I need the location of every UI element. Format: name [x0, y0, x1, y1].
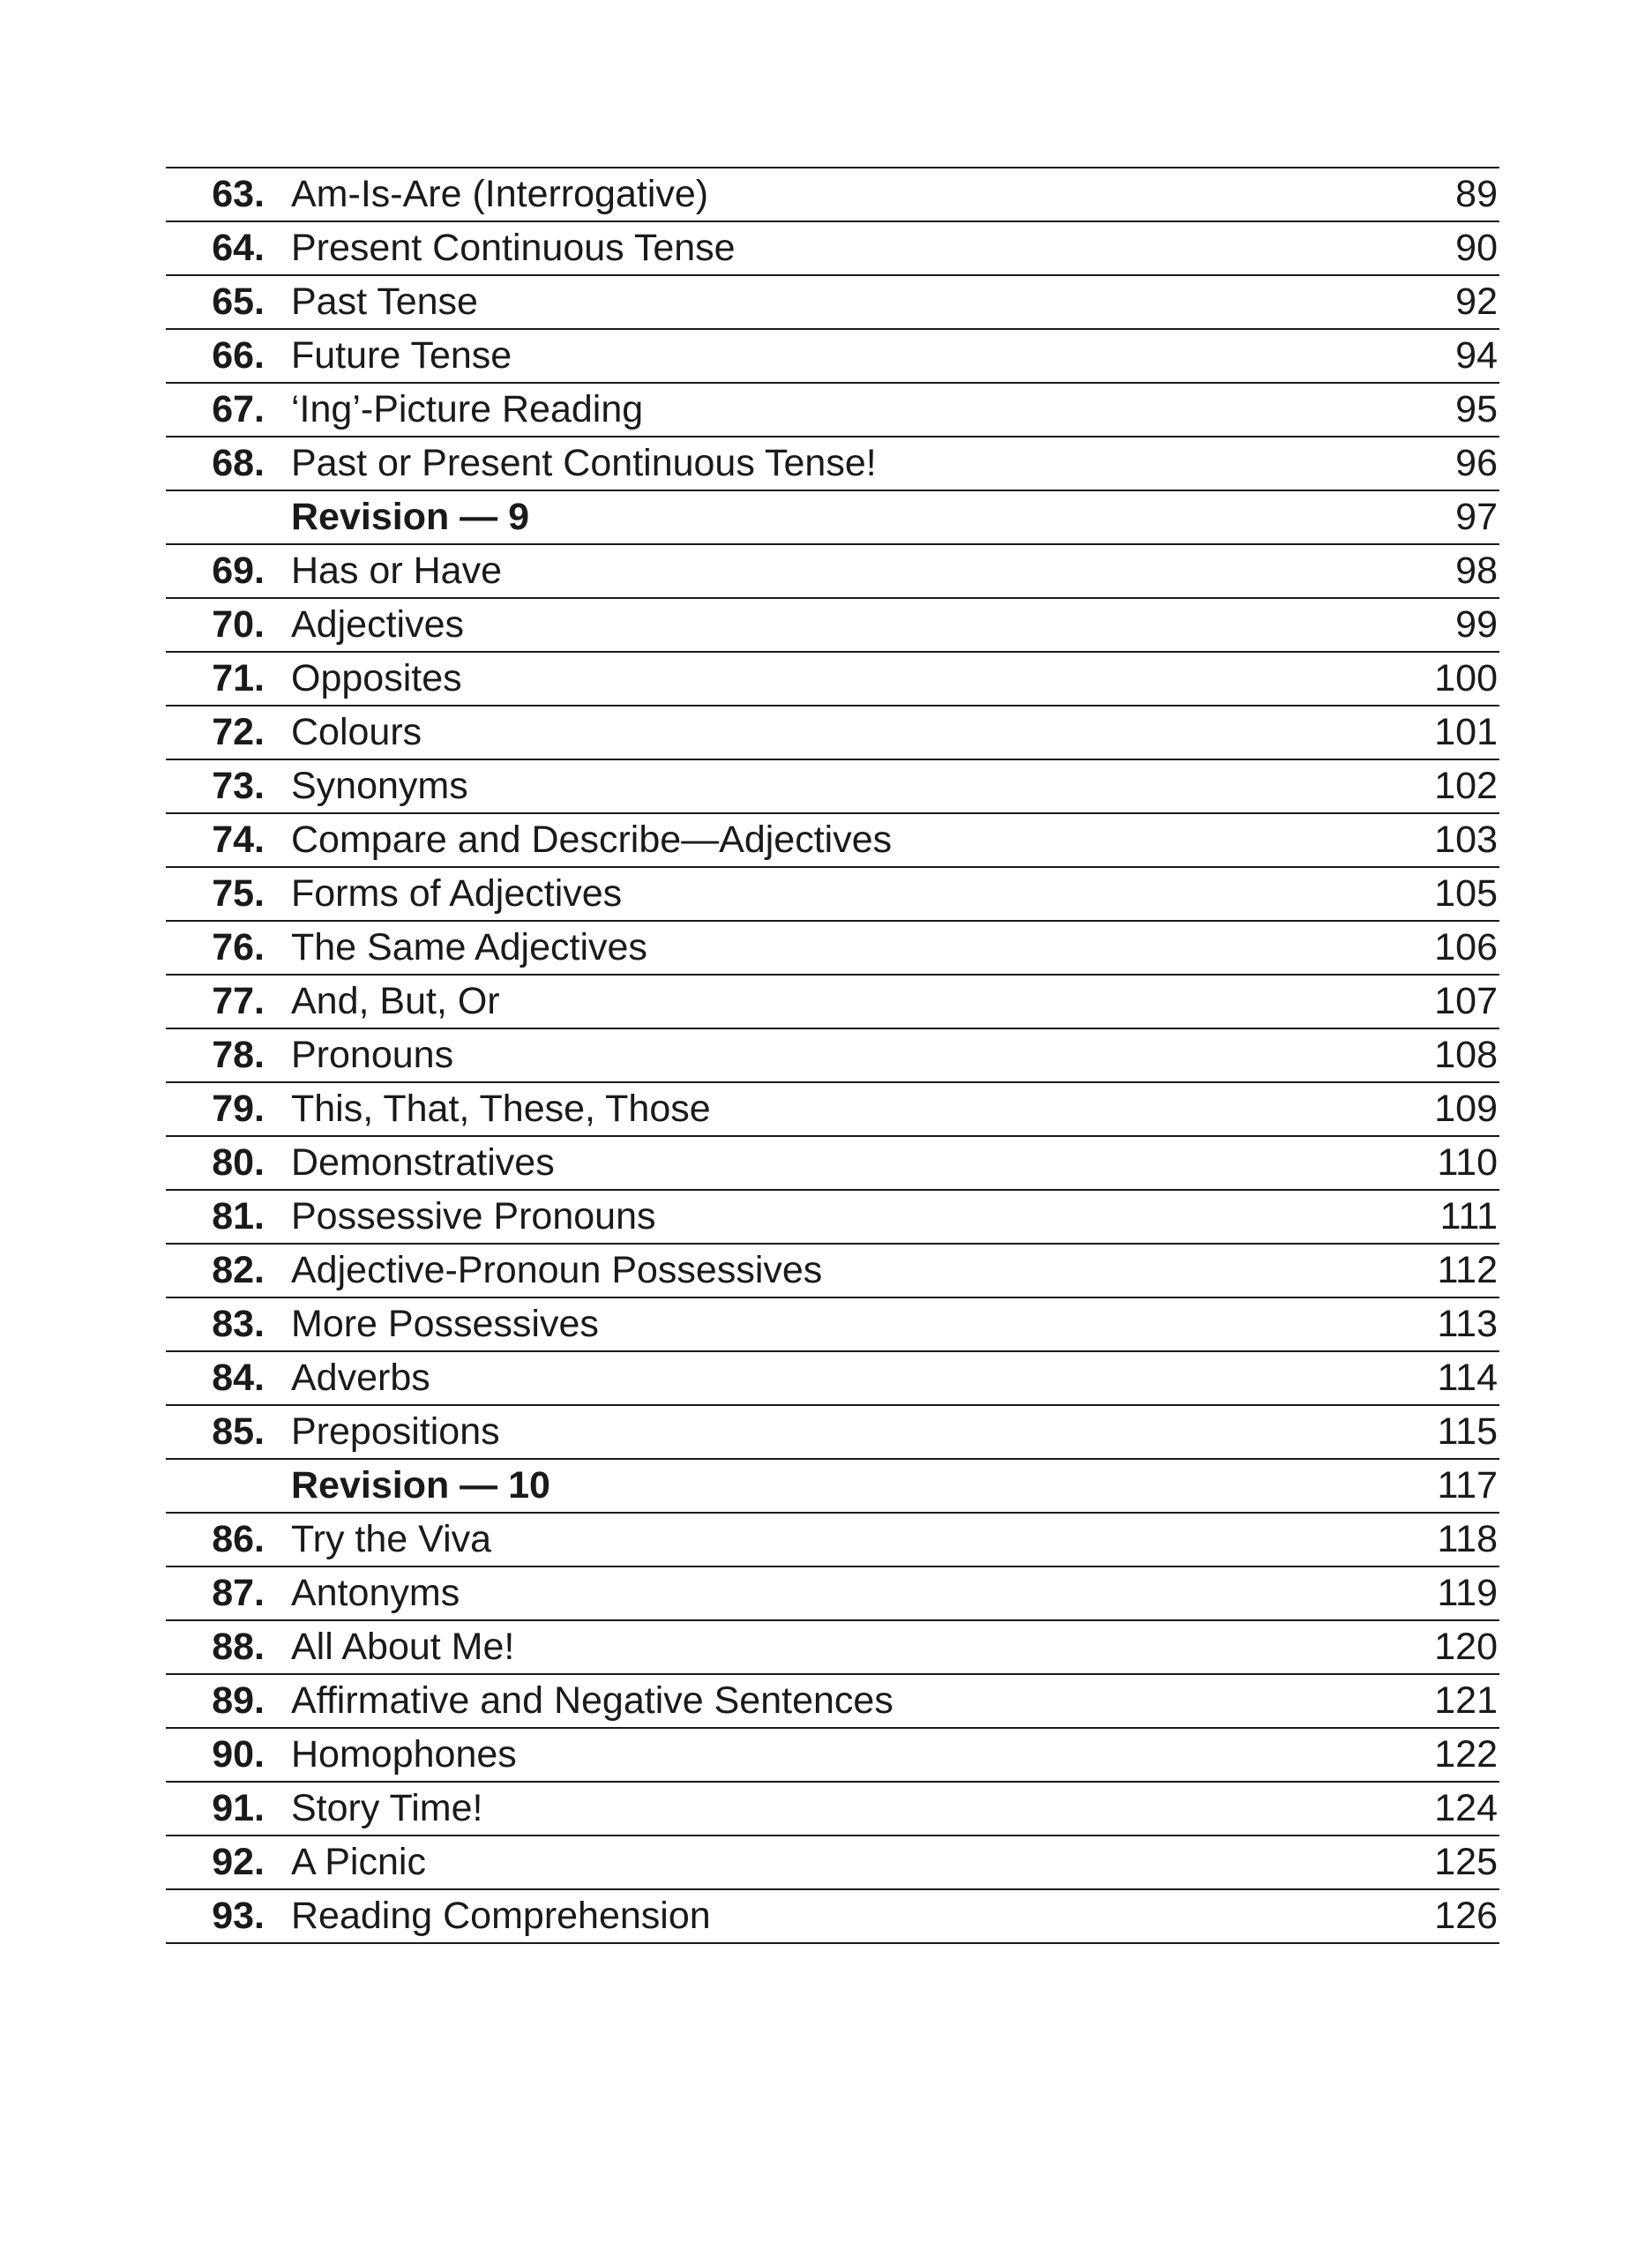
- toc-entry-title: Future Tense: [291, 334, 512, 377]
- toc-entry-title: Possessive Pronouns: [291, 1195, 656, 1237]
- toc-row: [166, 760, 1499, 814]
- toc-entry-title: Synonyms: [291, 765, 468, 807]
- toc-page-number: 106: [1434, 926, 1498, 968]
- toc-page-number: 95: [1455, 388, 1498, 430]
- toc-entry-number: 71.: [212, 657, 265, 699]
- toc-row: [166, 1083, 1499, 1137]
- toc-page-number: 99: [1455, 603, 1498, 646]
- toc-page-number: 90: [1455, 227, 1498, 269]
- toc-entry-title: Am-Is-Are (Interrogative): [291, 173, 709, 215]
- toc-page-number: 96: [1455, 442, 1498, 484]
- toc-page-number: 101: [1434, 711, 1498, 753]
- toc-entry-title: Compare and Describe—Adjectives: [291, 819, 893, 861]
- toc-revision-title: Revision — 9: [291, 496, 530, 538]
- toc-page-number: 108: [1434, 1034, 1498, 1076]
- toc-entry-number: 68.: [212, 442, 265, 484]
- toc-row: [166, 1191, 1499, 1245]
- toc-page-number: 122: [1434, 1733, 1498, 1776]
- toc-entry-number: 84.: [212, 1357, 265, 1399]
- toc-entry-title: Opposites: [291, 657, 462, 699]
- toc-entry-number: 91.: [212, 1787, 265, 1829]
- toc-row: [166, 222, 1499, 276]
- toc-entry-number: 74.: [212, 819, 265, 861]
- toc-entry-number: 93.: [212, 1895, 265, 1937]
- toc-entry-number: 63.: [212, 173, 265, 215]
- toc-entry-title: Prepositions: [291, 1410, 500, 1453]
- toc-page-number: 111: [1439, 1195, 1498, 1237]
- toc-page-number: 114: [1437, 1357, 1498, 1399]
- toc-row: [166, 545, 1499, 599]
- toc-row: [166, 1352, 1499, 1406]
- toc-page-number: 102: [1434, 765, 1498, 807]
- toc-row: [166, 1621, 1499, 1675]
- toc-entry-number: 88.: [212, 1626, 265, 1668]
- toc-entry-number: 86.: [212, 1518, 265, 1560]
- toc-page-number: 112: [1437, 1249, 1498, 1291]
- toc-page-number: 121: [1434, 1679, 1498, 1722]
- toc-entry-title: The Same Adjectives: [291, 926, 647, 968]
- toc-row: [166, 707, 1499, 760]
- toc-entry-title: Adverbs: [291, 1357, 430, 1399]
- toc-entry-number: 76.: [212, 926, 265, 968]
- toc-entry-number: 78.: [212, 1034, 265, 1076]
- toc-entry-title: And, But, Or: [291, 980, 500, 1022]
- toc-row: [166, 1406, 1499, 1460]
- toc-entry-number: 79.: [212, 1088, 265, 1130]
- toc-page-number: 120: [1434, 1626, 1498, 1668]
- toc-entry-number: 65.: [212, 280, 265, 323]
- toc-page-number: 94: [1455, 334, 1498, 377]
- toc-row: [166, 653, 1499, 707]
- toc-entry-title: More Possessives: [291, 1303, 599, 1345]
- toc-entry-title: Reading Comprehension: [291, 1895, 711, 1937]
- toc-entry-title: Homophones: [291, 1733, 517, 1776]
- toc-page-number: 115: [1437, 1410, 1498, 1453]
- toc-page-number: 89: [1455, 173, 1498, 215]
- toc-entry-number: 73.: [212, 765, 265, 807]
- toc-entry-number: 69.: [212, 550, 265, 592]
- toc-entry-number: 83.: [212, 1303, 265, 1345]
- toc-row: [166, 1514, 1499, 1567]
- toc-entry-number: 70.: [212, 603, 265, 646]
- toc-entry-number: 64.: [212, 227, 265, 269]
- toc-entry-title: Demonstratives: [291, 1141, 555, 1184]
- toc-entry-number: 67.: [212, 388, 265, 430]
- toc-row: [166, 868, 1499, 922]
- toc-row: [166, 1298, 1499, 1352]
- toc-entry-title: A Picnic: [291, 1841, 426, 1883]
- toc-page-number: 103: [1434, 819, 1498, 861]
- toc-page-number: 113: [1437, 1303, 1498, 1345]
- toc-entry-title: Antonyms: [291, 1572, 460, 1614]
- toc-entry-title: Adjective-Pronoun Possessives: [291, 1249, 823, 1291]
- toc-entry-number: 82.: [212, 1249, 265, 1291]
- toc-page-number: 105: [1434, 872, 1498, 915]
- toc-row: [166, 1137, 1499, 1191]
- toc-row: [166, 1029, 1499, 1083]
- toc-entry-title: Adjectives: [291, 603, 464, 646]
- toc-page-number: 124: [1434, 1787, 1498, 1829]
- toc-entry-number: 90.: [212, 1733, 265, 1776]
- toc-entry-title: Colours: [291, 711, 422, 753]
- toc-page-number: 100: [1434, 657, 1498, 699]
- toc-page-number: 119: [1437, 1572, 1498, 1614]
- toc-entry-number: 75.: [212, 872, 265, 915]
- toc-revision-title: Revision — 10: [291, 1464, 550, 1507]
- toc-page-number: 110: [1437, 1141, 1498, 1184]
- toc-row: [166, 1675, 1499, 1729]
- toc-page-number: 92: [1455, 280, 1498, 323]
- toc-entry-number: 87.: [212, 1572, 265, 1614]
- toc-entry-title: Present Continuous Tense: [291, 227, 736, 269]
- toc-entry-title: This, That, These, Those: [291, 1088, 711, 1130]
- toc-row: [166, 276, 1499, 330]
- toc-entry-title: Affirmative and Negative Sentences: [291, 1679, 893, 1722]
- toc-row: [166, 1783, 1499, 1836]
- toc-entry-title: ‘Ing’-Picture Reading: [291, 388, 644, 430]
- toc-row: [166, 1890, 1499, 1944]
- toc-entry-title: Try the Viva: [291, 1518, 492, 1560]
- toc-entry-number: 66.: [212, 334, 265, 377]
- toc-row: [166, 1460, 1499, 1514]
- toc-entry-number: 85.: [212, 1410, 265, 1453]
- toc-row: [166, 922, 1499, 976]
- toc-entry-number: 72.: [212, 711, 265, 753]
- toc-page-number: 107: [1434, 980, 1498, 1022]
- toc-entry-title: Has or Have: [291, 550, 502, 592]
- toc-page-number: 98: [1455, 550, 1498, 592]
- toc-row: [166, 437, 1499, 491]
- toc-entry-title: Past or Present Continuous Tense!: [291, 442, 877, 484]
- toc-row: [166, 384, 1499, 437]
- toc-entry-number: 92.: [212, 1841, 265, 1883]
- toc-row: [166, 491, 1499, 545]
- toc-entry-number: 89.: [212, 1679, 265, 1722]
- table-of-contents: [166, 167, 1499, 1944]
- toc-entry-title: Forms of Adjectives: [291, 872, 623, 915]
- toc-entry-title: Pronouns: [291, 1034, 454, 1076]
- toc-entry-number: 77.: [212, 980, 265, 1022]
- toc-row: [166, 168, 1499, 222]
- toc-entry-number: 81.: [212, 1195, 265, 1237]
- toc-row: [166, 976, 1499, 1029]
- toc-entry-title: Story Time!: [291, 1787, 483, 1829]
- toc-row: [166, 1729, 1499, 1783]
- toc-page-number: 125: [1434, 1841, 1498, 1883]
- toc-row: [166, 1567, 1499, 1621]
- toc-page-number: 117: [1437, 1464, 1498, 1507]
- toc-page-number: 97: [1455, 496, 1498, 538]
- toc-page-number: 126: [1434, 1895, 1498, 1937]
- toc-row: [166, 1245, 1499, 1298]
- toc-entry-title: Past Tense: [291, 280, 478, 323]
- toc-row: [166, 330, 1499, 384]
- toc-row: [166, 1836, 1499, 1890]
- toc-row: [166, 599, 1499, 653]
- toc-entry-number: 80.: [212, 1141, 265, 1184]
- toc-row: [166, 814, 1499, 868]
- toc-entry-title: All About Me!: [291, 1626, 515, 1668]
- toc-page-number: 109: [1434, 1088, 1498, 1130]
- toc-page-number: 118: [1437, 1518, 1498, 1560]
